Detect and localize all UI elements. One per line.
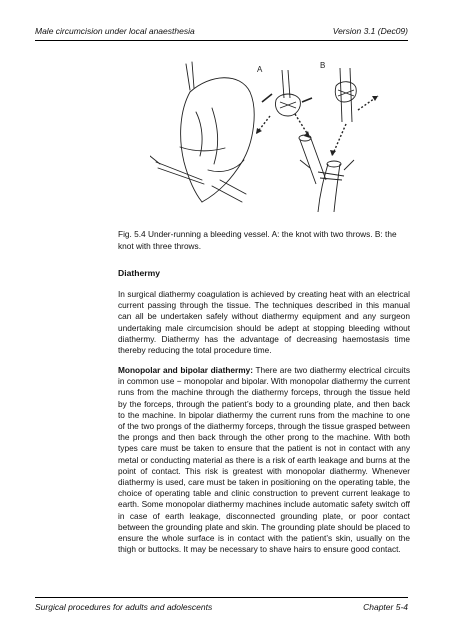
label-b: B [320, 61, 326, 70]
figure-caption: Fig. 5.4 Under-running a bleeding vessel. A: the knot with two throws. B: the knot with three throws. [118, 229, 397, 251]
figure-illustration [150, 52, 405, 227]
paragraph-body: There are two diathermy electrical circuits in common use − monopolar and bipolar. With monopolar diathermy the current runs from the machine through the diathermy forceps, through the tissue held by the forceps, through the patient’s body to a grounding plate, and then back to the machine. In bipolar diathermy the current runs from the machine to one of the two prongs of the diathermy forceps, through the tissue grasped between the prongs and then back through the other prong to the machine. With both types care must be taken to ensure that the patient is not in contact with any metal or conducting material as there is a risk of earth leakage and burns at the point of contact. This risk is greatest with monopolar diathermy. Whenever diathermy is used, care must be taken in positioning on the operating table, the choice of operating table and clinic construction to prevent current leakage to earth. Some monopolar diathermy machines include automatic safety switch off in case of earth leakage, disconnected grounding plate, or poor contact between the grounding plate and skin. The grounding plate should be placed to ensure the whole surface is in contact with the patient’s skin, usually on the thigh or buttocks. It may be necessary to shave hairs to ensure good contact. [118, 365, 410, 555]
vessel-tube-knotted [300, 160, 354, 212]
knot-b [335, 68, 356, 122]
hemostat-left [156, 162, 202, 180]
penis-outline [190, 78, 254, 202]
paragraph-monopolar-bipolar [118, 365, 410, 555]
paragraph-intro: In surgical diathermy coagulation is achieved by creating heat with an electrical current passing through the tissue. The techniques described in this manual can all be undertaken safely without diathermy equipment and any surgeon undertaking male circumcision should be adept at stopping bleeding without diathermy. Diathermy has the advantage of decreasing haemostasis time thereby reducing the total procedure time. [118, 289, 410, 356]
running-header-version: Version 3.1 (Dec09) [332, 26, 408, 36]
running-footer-chapter: Chapter 5-4 [363, 602, 408, 612]
label-a: A [257, 65, 263, 74]
paragraph-lead: Monopolar and bipolar diathermy: [118, 365, 254, 375]
section-heading-diathermy: Diathermy [118, 268, 161, 278]
vessel-tube [299, 135, 326, 184]
header-rule [35, 40, 408, 41]
arrows [256, 96, 378, 156]
running-footer-title: Surgical procedures for adults and adolescents [35, 602, 213, 612]
footer-rule [35, 597, 408, 598]
running-header-title: Male circumcision under local anaesthesia [35, 26, 195, 36]
knot-a [262, 70, 312, 116]
